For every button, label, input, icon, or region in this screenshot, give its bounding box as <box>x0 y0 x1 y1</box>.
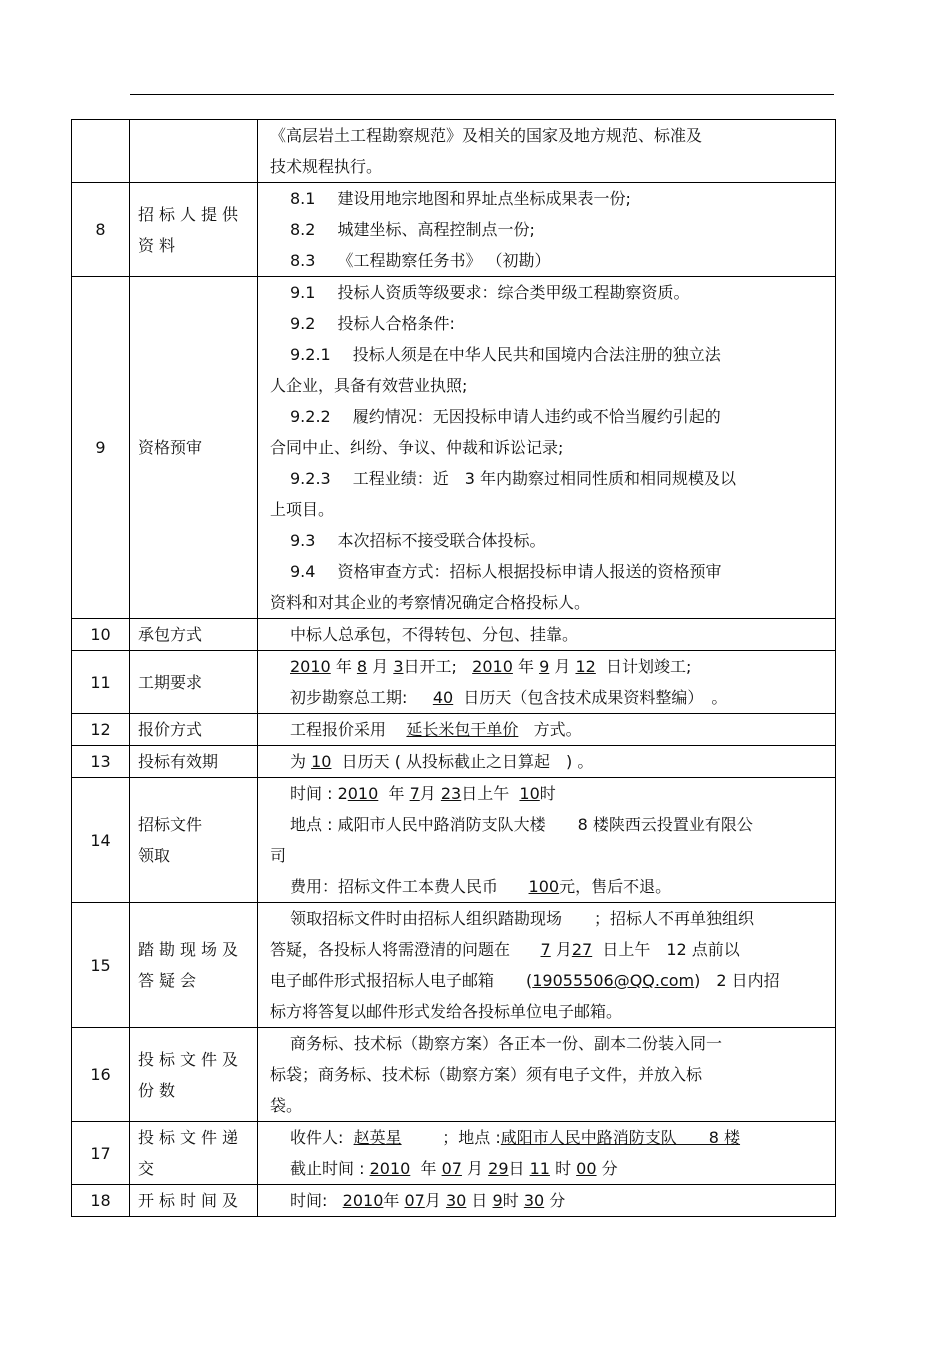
row-number: 16 <box>72 1028 130 1122</box>
content-line: 9.1 投标人资质等级要求：综合类甲级工程勘察资质。 <box>290 283 690 302</box>
content-line: 8.3 《工程勘察任务书》 （初勘） <box>290 251 551 270</box>
row-label <box>130 120 258 183</box>
content-line: 9.4 资格审查方式：招标人根据投标申请人报送的资格预审 <box>290 562 722 581</box>
row-label <box>130 183 258 277</box>
content-line: 领取招标文件时由招标人组织踏勘现场 ；招标人不再单独组织 <box>290 909 755 928</box>
row-content <box>258 1122 836 1185</box>
content-line: 8.2 城建坐标、高程控制点一份; <box>290 220 535 239</box>
row-content <box>258 183 836 277</box>
row-label <box>130 778 258 903</box>
row-label: 资格预审 <box>130 277 258 619</box>
content-line: 标方将答复以邮件形式发给各投标单位电子邮箱。 <box>270 1002 623 1021</box>
row-number: 9 <box>72 277 130 619</box>
content-line: 时间 : 2010 年 7月 23日上午 10时 <box>290 784 556 803</box>
label-line: 招标人提供 <box>138 204 244 224</box>
label-line: 踏勘现场及 <box>138 940 244 959</box>
content-line: 商务标、技术标（勘察方案）各正本一份、副本二份装入同一 <box>290 1034 723 1053</box>
label-line: 投标文件及 <box>138 1049 244 1069</box>
label-line: 招标文件 <box>138 815 203 834</box>
row-label <box>130 903 258 1028</box>
table-row <box>72 619 836 651</box>
row-number: 8 <box>72 183 130 277</box>
content-line: 上项目。 <box>270 500 335 519</box>
content-line: 答疑，各投标人将需澄清的问题在 7 月27 日上午 12 点前以 <box>270 940 740 959</box>
content-line: 收件人: 赵英星 ；地点 :咸阳市人民中路消防支队 8 楼 <box>290 1128 741 1147</box>
label-line: 投标文件递 <box>138 1128 244 1147</box>
row-number: 12 <box>72 714 130 746</box>
content-line: 标袋；商务标、技术标（勘察方案）须有电子文件，并放入标 <box>270 1065 703 1084</box>
content-line: 初步勘察总工期: 40 日历天（包含技术成果资料整编） 。 <box>290 688 728 707</box>
content-line: 截止时间 : 2010 年 07 月 29日 11 时 00 分 <box>290 1159 618 1178</box>
row-label <box>130 1122 258 1185</box>
table-row <box>72 183 836 277</box>
content-line: 《高层岩土工程勘察规范》及相关的国家及地方规范、标准及 <box>270 126 703 145</box>
label-line: 资料 <box>138 235 181 255</box>
label-line: 份数 <box>138 1080 181 1100</box>
header-rule <box>130 94 834 95</box>
table-row <box>72 651 836 714</box>
content-line: 9.2 投标人合格条件: <box>290 314 455 333</box>
row-number: 17 <box>72 1122 130 1185</box>
label-line: 交 <box>138 1159 160 1178</box>
row-content <box>258 903 836 1028</box>
row-content <box>258 651 836 714</box>
row-number: 14 <box>72 778 130 903</box>
row-content <box>258 277 836 619</box>
content-line: 时间: 2010年 07月 30 日 9时 30 分 <box>290 1191 566 1210</box>
row-number: 13 <box>72 746 130 778</box>
row-content <box>258 120 836 183</box>
row-number: 15 <box>72 903 130 1028</box>
row-number: 18 <box>72 1185 130 1217</box>
content-line: 工程报价采用 延长米包干单价 方式。 <box>290 720 582 739</box>
table-row <box>72 903 836 1028</box>
row-number: 10 <box>72 619 130 651</box>
table-row <box>72 1028 836 1122</box>
content-line: 费用：招标文件工本费人民币 100元，售后不退。 <box>290 877 672 896</box>
row-content <box>258 1185 836 1217</box>
label-line: 领取 <box>138 846 171 865</box>
table-row <box>72 1185 836 1217</box>
content-line: 2010 年 8 月 3日开工; 2010 年 9 月 12 日计划竣工; <box>290 657 692 676</box>
table-row <box>72 714 836 746</box>
row-content <box>258 1028 836 1122</box>
tender-info-table <box>71 119 836 1217</box>
content-line: 9.2.2 履约情况：无因投标申请人违约或不恰当履约引起的 <box>290 407 721 426</box>
content-line: 司 <box>270 846 287 865</box>
table-row <box>72 746 836 778</box>
row-number: 11 <box>72 651 130 714</box>
row-number <box>72 120 130 183</box>
row-content <box>258 746 836 778</box>
row-label: 承包方式 <box>130 619 258 651</box>
row-label <box>130 1028 258 1122</box>
content-line: 中标人总承包，不得转包、分包、挂靠。 <box>290 625 579 644</box>
row-label: 开标时间及 <box>130 1185 258 1217</box>
row-label: 投标有效期 <box>130 746 258 778</box>
content-line: 合同中止、纠纷、争议、仲裁和诉讼记录; <box>270 438 564 457</box>
content-line: 人企业，具备有效营业执照; <box>270 376 468 395</box>
table-row <box>72 778 836 903</box>
table-row <box>72 1122 836 1185</box>
label-line: 答疑会 <box>138 971 202 990</box>
content-line: 9.2.3 工程业绩：近 3 年内勘察过相同性质和相同规模及以 <box>290 469 736 488</box>
row-content <box>258 778 836 903</box>
content-line: 8.1 建设用地宗地图和界址点坐标成果表一份; <box>290 189 631 208</box>
table-row <box>72 277 836 619</box>
content-line: 9.2.1 投标人须是在中华人民共和国境内合法注册的独立法 <box>290 345 721 364</box>
content-line: 袋。 <box>270 1096 303 1115</box>
content-line: 电子邮件形式报招标人电子邮箱 (19055506@QQ.com) 2 日内招 <box>270 971 780 990</box>
content-line: 技术规程执行。 <box>270 157 383 176</box>
row-content <box>258 619 836 651</box>
row-label: 工期要求 <box>130 651 258 714</box>
row-content <box>258 714 836 746</box>
content-line: 地点 : 咸阳市人民中路消防支队大楼 8 楼陕西云投置业有限公 <box>290 815 753 834</box>
row-label: 报价方式 <box>130 714 258 746</box>
content-line: 9.3 本次招标不接受联合体投标。 <box>290 531 546 550</box>
content-line: 为 10 日历天 ( 从投标截止之日算起 ) 。 <box>290 752 594 771</box>
content-line: 资料和对其企业的考察情况确定合格投标人。 <box>270 593 591 612</box>
table-row <box>72 120 836 183</box>
